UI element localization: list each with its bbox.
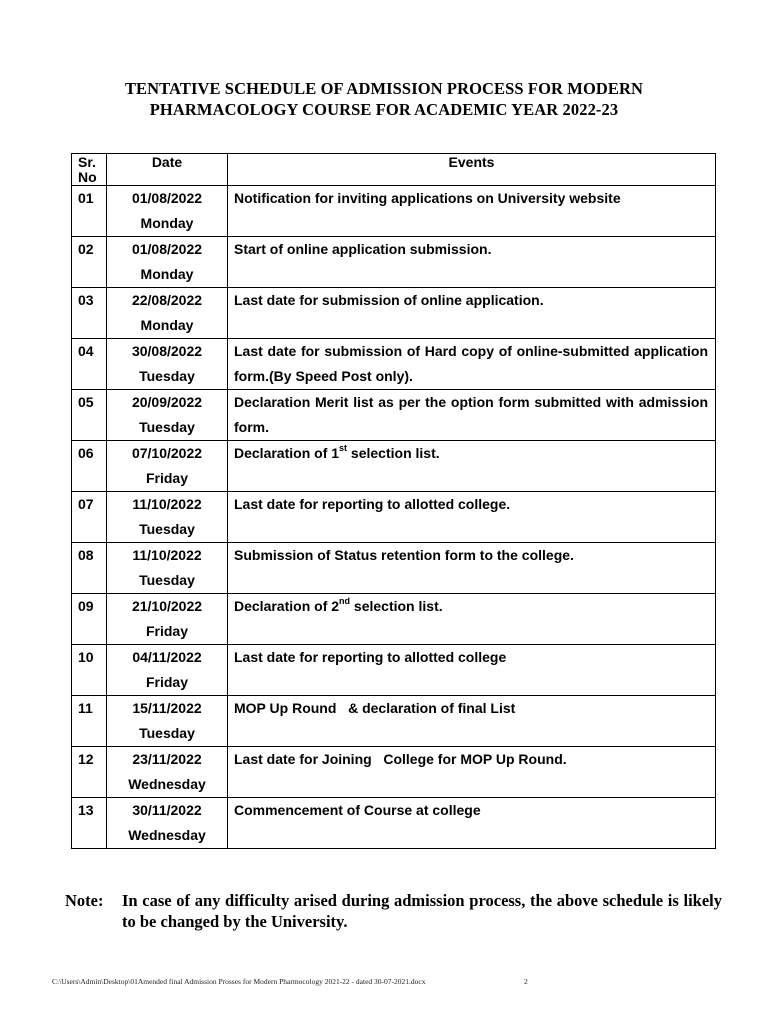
row-date: 21/10/2022 xyxy=(131,598,203,614)
row-date-cell xyxy=(107,186,228,237)
row-date-cell xyxy=(107,747,228,798)
row-sr: 05 xyxy=(72,390,107,441)
row-day: Wednesday xyxy=(128,827,206,843)
row-sr: 12 xyxy=(72,747,107,798)
table-header-row xyxy=(72,154,716,186)
title-line-2: PHARMACOLOGY COURSE FOR ACADEMIC YEAR 2022-23 xyxy=(149,100,619,119)
row-event: Start of online application submission. xyxy=(228,237,716,288)
row-date: 07/10/2022 xyxy=(131,445,203,461)
row-sr: 09 xyxy=(72,594,107,645)
header-sr-line1: Sr. xyxy=(78,154,96,170)
row-date-cell xyxy=(107,543,228,594)
title-line-1: TENTATIVE SCHEDULE OF ADMISSION PROCESS FOR MODERN xyxy=(124,79,644,98)
row-date: 01/08/2022 xyxy=(131,241,203,257)
row-date: 04/11/2022 xyxy=(132,649,202,665)
table-row xyxy=(72,441,716,492)
row-date: 22/08/2022 xyxy=(131,292,203,308)
row-sr: 07 xyxy=(72,492,107,543)
row-date-cell xyxy=(107,492,228,543)
row-date-cell xyxy=(107,441,228,492)
event-text-post: selection list. xyxy=(347,445,440,461)
row-day: Tuesday xyxy=(139,521,195,537)
row-date-cell xyxy=(107,696,228,747)
schedule-table xyxy=(71,153,716,849)
table-row xyxy=(72,645,716,696)
page-number: 2 xyxy=(524,977,528,986)
row-date: 30/08/2022 xyxy=(131,343,203,359)
header-sr-line2: No xyxy=(78,169,97,185)
note-text: In case of any difficulty arised during admission process, the above schedule is likely to be changed by the University. xyxy=(122,891,722,931)
row-event: Last date for submission of Hard copy of online-submitted application form.(By Speed Post only). xyxy=(228,339,716,390)
row-day: Tuesday xyxy=(139,419,195,435)
event-text-post: selection list. xyxy=(350,598,443,614)
schedule-body xyxy=(72,186,716,849)
row-date: 23/11/2022 xyxy=(132,751,202,767)
row-date: 01/08/2022 xyxy=(131,190,203,206)
row-date: 15/11/2022 xyxy=(132,700,202,716)
row-date: 11/10/2022 xyxy=(132,496,202,512)
table-row xyxy=(72,339,716,390)
row-day: Monday xyxy=(140,215,194,231)
row-event: Last date for reporting to allotted college xyxy=(228,645,716,696)
row-date: 30/11/2022 xyxy=(132,802,202,818)
table-row xyxy=(72,288,716,339)
table-row xyxy=(72,390,716,441)
header-events: Events xyxy=(228,154,716,186)
row-event: Last date for reporting to allotted college. xyxy=(228,492,716,543)
row-sr: 10 xyxy=(72,645,107,696)
row-event xyxy=(228,594,716,645)
table-row xyxy=(72,747,716,798)
row-event: Submission of Status retention form to the college. xyxy=(228,543,716,594)
table-row xyxy=(72,186,716,237)
row-event: MOP Up Round & declaration of final List xyxy=(228,696,716,747)
row-sr: 02 xyxy=(72,237,107,288)
row-event: Commencement of Course at college xyxy=(228,798,716,849)
row-day: Tuesday xyxy=(139,725,195,741)
event-text-pre: Declaration of 2 xyxy=(234,598,340,614)
row-day: Monday xyxy=(140,317,194,333)
row-date: 20/09/2022 xyxy=(131,394,203,410)
row-date-cell xyxy=(107,237,228,288)
table-row xyxy=(72,543,716,594)
row-day: Tuesday xyxy=(139,572,195,588)
table-row xyxy=(72,492,716,543)
row-day: Friday xyxy=(145,623,188,639)
row-sr: 06 xyxy=(72,441,107,492)
row-event: Notification for inviting applications on University website xyxy=(228,186,716,237)
table-row xyxy=(72,237,716,288)
table-row xyxy=(72,798,716,849)
row-date-cell xyxy=(107,288,228,339)
header-sr-no xyxy=(72,154,107,186)
row-date-cell xyxy=(107,339,228,390)
row-day: Tuesday xyxy=(139,368,195,384)
row-day: Wednesday xyxy=(128,776,206,792)
ordinal-suffix: nd xyxy=(339,596,351,607)
row-event: Last date for Joining College for MOP Up Round. xyxy=(228,747,716,798)
row-sr: 08 xyxy=(72,543,107,594)
row-day: Monday xyxy=(140,266,194,282)
row-date-cell xyxy=(107,798,228,849)
row-sr: 11 xyxy=(72,696,107,747)
ordinal-suffix: st xyxy=(339,443,348,454)
row-sr: 03 xyxy=(72,288,107,339)
row-date-cell xyxy=(107,390,228,441)
document-title xyxy=(0,78,768,120)
row-date-cell xyxy=(107,594,228,645)
table-row xyxy=(72,594,716,645)
row-event: Declaration Merit list as per the option form submitted with admission form. xyxy=(228,390,716,441)
table-row xyxy=(72,696,716,747)
footer-file-path: C:\Users\Admin\Desktop\01Amended final Admission Prosses for Modern Pharmocology 2021-22 - dated 30-07-2021.docx xyxy=(52,977,426,986)
row-sr: 04 xyxy=(72,339,107,390)
event-text-pre: Declaration of 1 xyxy=(234,445,340,461)
row-day: Friday xyxy=(145,470,188,486)
row-sr: 13 xyxy=(72,798,107,849)
row-event xyxy=(228,441,716,492)
header-date: Date xyxy=(107,154,228,186)
row-sr: 01 xyxy=(72,186,107,237)
row-event: Last date for submission of online application. xyxy=(228,288,716,339)
row-day: Friday xyxy=(145,674,188,690)
note-label: Note: xyxy=(65,891,104,910)
row-date: 11/10/2022 xyxy=(132,547,202,563)
row-date-cell xyxy=(107,645,228,696)
